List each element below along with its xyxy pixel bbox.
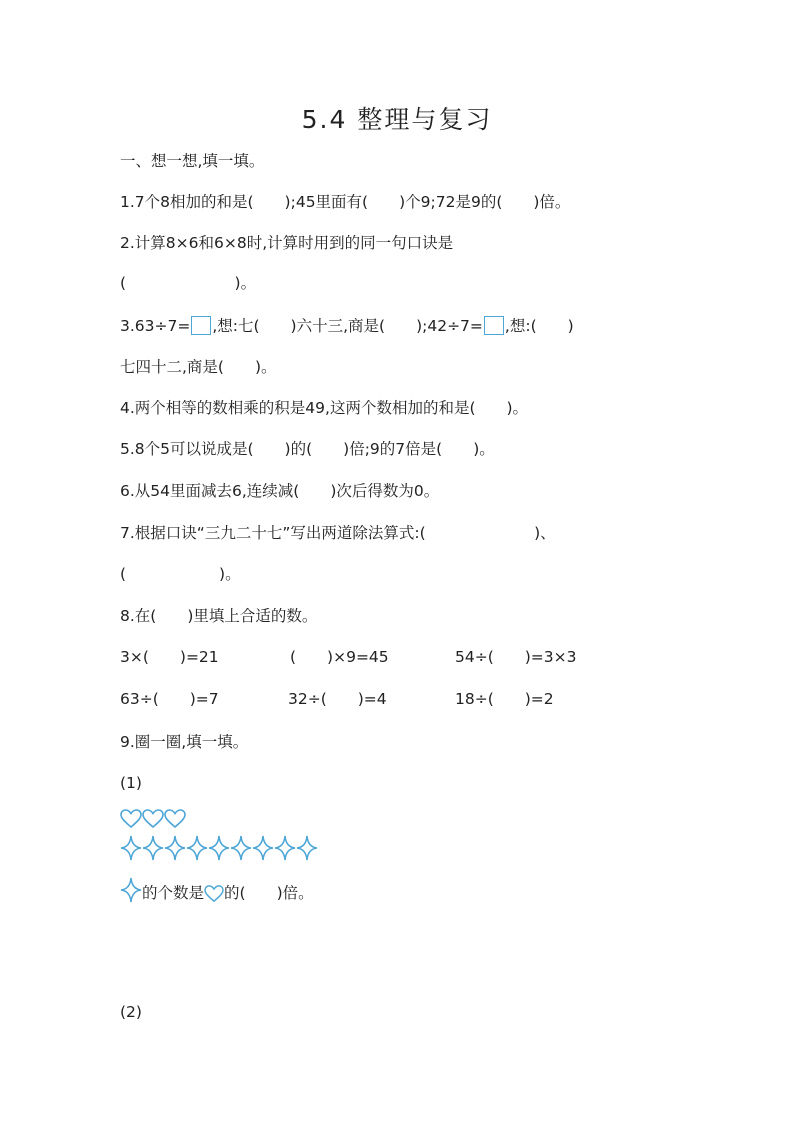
heart-icon: [142, 809, 164, 829]
star-icon: [120, 877, 142, 909]
q9-text-a: 的个数是: [142, 884, 205, 902]
stars-row: [120, 835, 318, 861]
q8-item-2: ( )×9=45: [290, 648, 389, 666]
heart-icon: [120, 809, 142, 829]
answer-box[interactable]: [191, 316, 211, 335]
hearts-row: [120, 809, 186, 829]
q8-item-6: 18÷( )=2: [455, 690, 554, 708]
question-9: 9.圈一圈,填一填。: [120, 733, 249, 751]
q3-text-1: 3.63÷7=: [120, 317, 191, 335]
star-icon: [274, 835, 296, 861]
star-icon: [208, 835, 230, 861]
question-2-line-2: ( )。: [120, 274, 257, 292]
question-1: 1.7个8相加的和是( );45里面有( )个9;72是9的( )倍。: [120, 193, 571, 211]
q8-item-5: 32÷( )=4: [288, 690, 387, 708]
question-2-line-1: 2.计算8×6和6×8时,计算时用到的同一句口诀是: [120, 234, 454, 252]
question-7-line-1: 7.根据口诀“三九二十七”写出两道除法算式:( )、: [120, 524, 556, 542]
star-icon: [252, 835, 274, 861]
section-heading: 一、想一想,填一填。: [120, 152, 265, 170]
q9-sentence: [120, 877, 314, 909]
q3-text-2: ,想:七( )六十三,商是( );42÷7=: [212, 317, 483, 335]
question-3-line-2: 七四十二,商是( )。: [120, 358, 277, 376]
star-icon: [142, 835, 164, 861]
q8-item-3: 54÷( )=3×3: [455, 648, 577, 666]
star-icon: [120, 835, 142, 861]
question-5: 5.8个5可以说成是( )的( )倍;9的7倍是( )。: [120, 440, 495, 458]
page-title: 5.4 整理与复习: [301, 105, 493, 134]
star-icon: [164, 835, 186, 861]
q8-item-1: 3×( )=21: [120, 648, 219, 666]
q3-text-3: ,想:( ): [504, 317, 574, 335]
star-icon: [230, 835, 252, 861]
question-7-line-2: ( )。: [120, 565, 241, 583]
q9-part-2-label: (2): [120, 1003, 142, 1021]
star-icon: [186, 835, 208, 861]
heart-icon: [204, 885, 224, 909]
q9-part-1-label: (1): [120, 774, 142, 792]
question-6: 6.从54里面减去6,连续减( )次后得数为0。: [120, 482, 440, 500]
q8-item-4: 63÷( )=7: [120, 690, 219, 708]
q9-text-b: 的( )倍。: [224, 884, 314, 902]
question-4: 4.两个相等的数相乘的积是49,这两个数相加的和是( )。: [120, 399, 529, 417]
answer-box[interactable]: [484, 316, 504, 335]
question-8: 8.在( )里填上合适的数。: [120, 607, 318, 625]
heart-icon: [164, 809, 186, 829]
question-3-line-1: [120, 315, 574, 337]
star-icon: [296, 835, 318, 861]
